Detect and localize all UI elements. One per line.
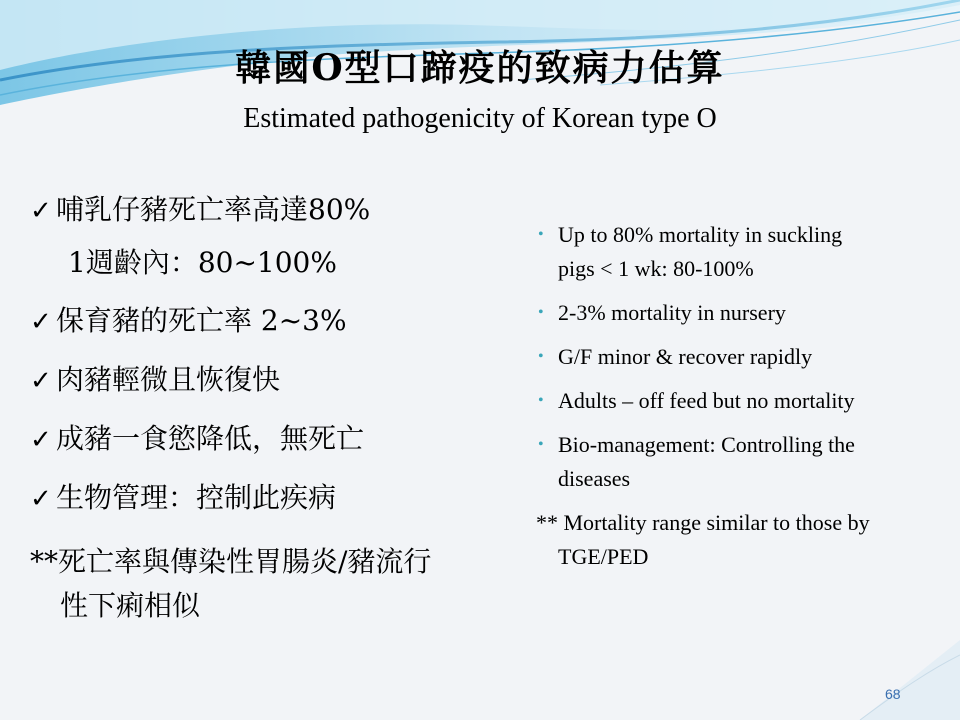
en-note-line-1: ** Mortality range similar to those by [536, 510, 870, 535]
zh-item-1 [30, 193, 530, 228]
en-bullet-line-1: G/F minor & recover rapidly [558, 344, 813, 369]
en-bullet-line-1: Adults – off feed but no mortality [558, 388, 855, 413]
en-bullet-3 [536, 340, 946, 374]
zh-item-text: 肉豬輕微且恢復快 [56, 363, 281, 396]
zh-item-4 [30, 422, 530, 457]
bullet-icon: • [538, 392, 544, 409]
checkmark-icon: ✓ [30, 425, 52, 455]
zh-item-text: 保育豬的死亡率 2~3% [56, 304, 347, 337]
zh-item-2 [30, 304, 530, 339]
page-number: 68 [885, 686, 901, 702]
checkmark-icon: ✓ [30, 307, 52, 337]
en-note-line-2: TGE/PED [558, 544, 649, 569]
en-bullet-line-1: Up to 80% mortality in suckling [558, 222, 843, 247]
checkmark-icon: ✓ [30, 484, 52, 514]
zh-item-1-sub [30, 246, 530, 280]
en-bullet-1 [536, 218, 946, 286]
en-bullet-line-2: pigs < 1 wk: 80-100% [558, 256, 754, 281]
en-bullet-line-1: Bio-management: Controlling the [558, 432, 855, 457]
zh-item-text: 哺乳仔豬死亡率高達80% [56, 193, 371, 226]
zh-item-5 [30, 481, 530, 516]
checkmark-icon: ✓ [30, 196, 52, 226]
en-bullet-5 [536, 428, 946, 496]
bullet-icon: • [538, 348, 544, 365]
bullet-icon: • [538, 436, 544, 453]
zh-note-line-1: **死亡率與傳染性胃腸炎/豬流行 [30, 545, 432, 578]
zh-note-line-2: 性下痢相似 [60, 589, 201, 622]
chinese-content [30, 193, 530, 652]
en-bullet-line-2: diseases [558, 466, 631, 491]
en-bullet-line-1: 2-3% mortality in nursery [558, 300, 786, 325]
en-bullet-2 [536, 296, 946, 330]
checkmark-icon: ✓ [30, 366, 52, 396]
zh-note [30, 540, 530, 628]
title-english: Estimated pathogenicity of Korean type O [243, 103, 717, 134]
english-content [536, 218, 946, 574]
en-bullet-4 [536, 384, 946, 418]
title-chinese: 韓國O型口蹄疫的致病力估算 [235, 47, 725, 89]
bullet-icon: • [538, 304, 544, 321]
en-note [536, 506, 946, 574]
zh-item-3 [30, 363, 530, 398]
zh-item-text: 1週齡內：80~100% [68, 246, 337, 279]
zh-item-text: 生物管理：控制此疾病 [56, 481, 337, 514]
zh-item-text: 成豬一食慾降低，無死亡 [56, 422, 365, 455]
bullet-icon: • [538, 226, 544, 243]
